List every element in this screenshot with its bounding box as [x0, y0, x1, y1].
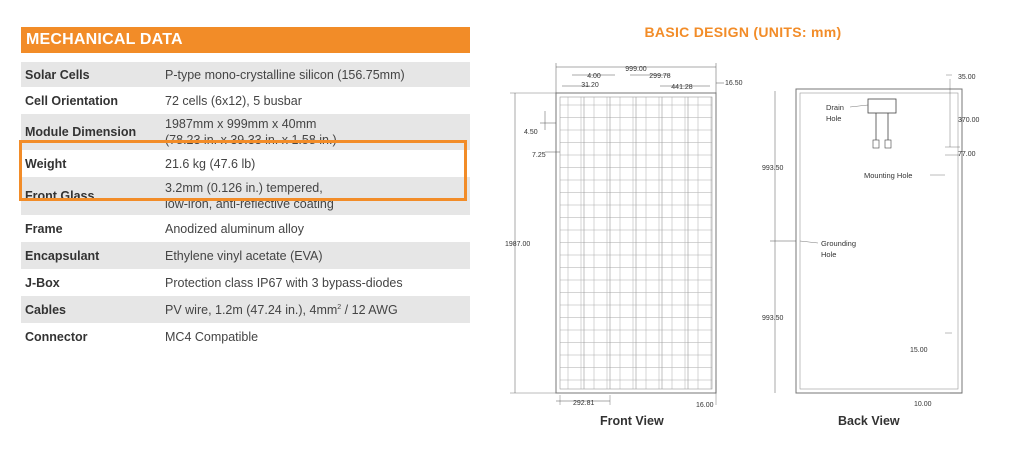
back-view-drawing: [762, 74, 980, 408]
dim-1000: 10.00: [914, 401, 932, 408]
dim-3500: 35.00: [958, 74, 976, 81]
row-frame: [21, 215, 470, 242]
row-front-glass: [21, 177, 470, 215]
row-value: Protection class IP67 with 3 bypass-diodes: [165, 275, 403, 290]
dim-height: 1987.00: [505, 241, 531, 248]
grounding-hole-label-line2: Hole: [821, 250, 837, 259]
mounting-hole-label: Mounting Hole: [864, 171, 913, 180]
row-label: Frame: [25, 221, 63, 236]
superscript: 2: [337, 304, 342, 312]
row-cell-orientation: [21, 87, 470, 114]
row-label: Cell Orientation: [25, 93, 119, 108]
dim-29978: 299.78: [649, 73, 671, 80]
row-label: Front Glass: [25, 189, 95, 203]
row-label: Encapsulant: [25, 248, 100, 263]
row-label: Connector: [25, 329, 88, 344]
row-jbox: [21, 269, 470, 296]
dim-99350-bottom: 993.50: [762, 315, 784, 322]
row-value: [165, 116, 470, 148]
row-value: Ethylene vinyl acetate (EVA): [165, 248, 323, 263]
dim-3120: 31.20: [581, 82, 599, 89]
row-solar-cells: [21, 62, 470, 87]
dim-1650: 16.50: [725, 80, 743, 87]
dim-725: 7.25: [532, 152, 546, 159]
row-module-dimension: [21, 114, 470, 150]
row-label: Cables: [25, 302, 66, 317]
value-line-2: / 12 AWG: [344, 303, 398, 318]
basic-design-title: BASIC DESIGN (UNITS: mm): [644, 24, 842, 40]
junction-box: [868, 99, 896, 113]
mechanical-data-header: MECHANICAL DATA: [21, 27, 470, 53]
front-view-drawing: [505, 63, 743, 409]
mechanical-data-table: [21, 62, 470, 350]
row-value: P-type mono-crystalline silicon (156.75mm): [165, 67, 405, 82]
value-line-1: PV wire, 1.2m (47.24 in.), 4mm: [165, 303, 338, 318]
row-label: J-Box: [25, 275, 60, 290]
technical-drawing: [490, 55, 990, 415]
dim-total-width: 999.00: [625, 66, 647, 73]
dim-7700: 77.00: [958, 151, 976, 158]
front-view-label: Front View: [600, 414, 664, 428]
row-connector: [21, 323, 470, 350]
row-label: Weight: [25, 156, 67, 171]
dim-1500: 15.00: [910, 347, 928, 354]
row-value: [165, 300, 470, 318]
row-encapsulant: [21, 242, 470, 269]
dim-44128: 441.28: [671, 84, 693, 91]
drain-hole-label-line2: Hole: [826, 114, 842, 123]
dim-37000: 370.00: [958, 117, 980, 124]
dim-4: 4.00: [587, 73, 601, 80]
value-line-2: (78.23 in. x 39.33 in. x 1.58 in.): [165, 133, 337, 147]
value-line-1: 1987mm x 999mm x 40mm: [165, 117, 317, 131]
row-value: 21.6 kg (47.6 lb): [165, 156, 256, 171]
row-value: Anodized aluminum alloy: [165, 221, 304, 236]
dim-29281: 292.81: [573, 400, 595, 407]
row-cables: [21, 296, 470, 323]
dim-450: 4.50: [524, 129, 538, 136]
row-label: Solar Cells: [25, 67, 90, 82]
dim-99350-top: 993.50: [762, 165, 784, 172]
row-value: [165, 180, 470, 212]
row-weight: [21, 150, 470, 177]
grounding-hole-label-line1: Grounding: [821, 239, 857, 248]
drain-hole-label-line1: Drain: [826, 103, 844, 112]
row-label: Module Dimension: [25, 125, 137, 139]
mechanical-data-section: [21, 27, 470, 350]
row-value: 72 cells (6x12), 5 busbar: [165, 93, 302, 108]
dim-1600: 16.00: [696, 402, 714, 409]
value-line-1: 3.2mm (0.126 in.) tempered,: [165, 181, 323, 195]
back-view-label: Back View: [838, 414, 900, 428]
row-value: MC4 Compatible: [165, 329, 259, 344]
value-line-2: low-iron, anti-reflective coating: [165, 197, 334, 211]
